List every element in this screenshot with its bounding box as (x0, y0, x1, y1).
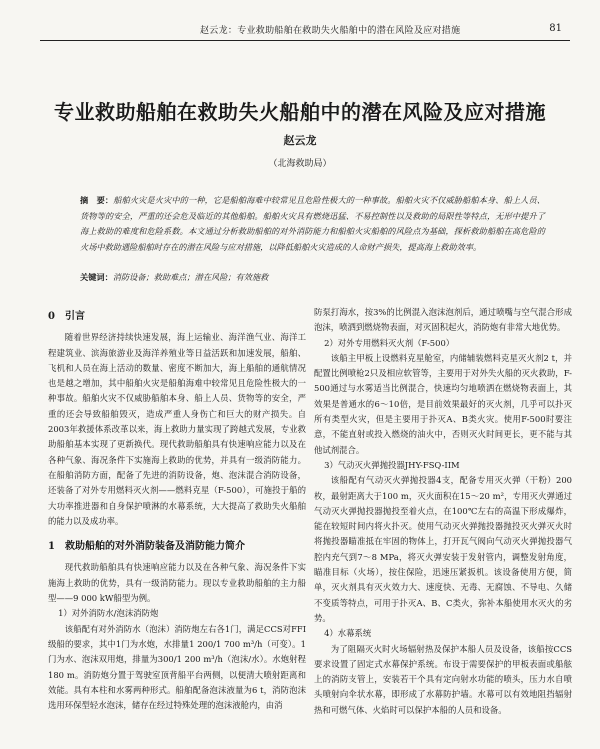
section-0-heading: 0 引言 (48, 311, 85, 322)
section-1-paragraph: 现代救助船舶具有快速响应能力以及在各种气象、海况条件下实施海上救助的优势，具有一级消防能力。现以专业救助船舶的主力船型——9 000 kW船型为例。 (48, 562, 306, 604)
section-1-heading: 1 救助船舶的对外消防装备及消防能力简介 (48, 541, 245, 553)
keywords (80, 270, 545, 284)
keywords-text: 消防设备；救助难点；潜在风险；有效施救 (112, 272, 269, 282)
subsection-4-heading: 4）水幕系统 (324, 628, 372, 639)
subsection-1-heading: 1）对外消防水/泡沫消防炮 (58, 608, 159, 619)
author-affiliation: （北海救助局） (268, 159, 332, 169)
subsection-1-paragraph: 该船配有对外消防水（泡沫）消防炮左右各1门，满足CCS对FFI级船的要求，其中1门为水炮，水排量1 200/1 700 m³/h（可变）。1门为水、泡沫双用炮，排量为300/1 200 m³/h（泡沫/水）。水炮射程180 m。消防炮分置于驾驶室顶背船平台两侧，以便清大喷射距离和效能。具有本柱和水雾两种形式。船舶配备泡沫液量为6 t，消防泡沫选用环保型轻水泡沫，储存在经过特殊处理的泡沫液舱内，由消 (48, 623, 306, 711)
left-column (48, 305, 306, 713)
subsection-4-paragraph: 为了阻隔灭火时火场辐射热及保护本船人员及设备，该船按CCS要求设置了固定式水幕保护系统。布设于需要保护的甲板表面或船舷上的消防支管上，安装若干个具有定向射水功能的喷头，压力水自喷头喷射向伞状水幕，即形成了水幕防护墙。水幕可以有效地阻挡辐射热和可燃气体、火焰时可以保护本船的人员和设备。 (314, 643, 572, 715)
running-header (40, 20, 570, 41)
subsection-2-paragraph: 该船主甲板上设燃料克星舱室，内储辅装燃料克星灭火剂2 t，并配置比例喷枪2只及相应软管等，主要用于对外失火船的灭火救助，F-500通过与水雾适当比例混合，快速均匀地喷洒在燃烧物表面上，其效果是普通水的6～10倍，是目前效果最好的灭火剂，几乎可以扑灭所有类型火灾，但是主要用于扑灭A、B类火灾。使用F-500时要注意，不能直射或投入燃烧的油火中，否则灭火时间更长，更不能与其他试剂混合。 (314, 352, 572, 455)
subsection-3-paragraph: 该船配有气动灭火弹抛投器4支，配备专用灭火弹（干粉）200枚，最射距离大于100 m，灭火面积在15～20 m²，专用灭火弹通过气动灭火弹抛投器抛投至着火点，在100℃左右的高温下形成爆炸，能在较短时间内将火扑灭。使用气动灭火弹抛投器抛投灭火弹灭火时将抛投器瞄准抵在牢固的物体上，打开瓦气阀向气动灭火弹抛投器气腔内充气到7～8 MPa，将灭火弹安装于发射管内，调整发射角度，瞄准目标（火场），按住保险，迅速压紧扳机。该设备使用方便，简单，灭火剂具有灭火效力大、速度快、无毒、无腐蚀、不导电、久储不变质等特点，可用于扑灭A、B、C类火，弥补本船使用水灭火的劣势。 (314, 475, 572, 623)
right-column (314, 305, 572, 718)
abstract-label: 摘 要： (80, 195, 114, 205)
subsection-3-heading: 3）气动灭火弹抛投器JHY-FSQ-IIM (324, 459, 460, 470)
subsection-2-heading: 2）对外专用燃料灭火剂（F-500） (324, 337, 455, 348)
running-title: 赵云龙：专业救助船舶在救助失火船舶中的潜在风险及应对措施 (200, 26, 461, 36)
abstract (80, 193, 545, 255)
keywords-label: 关键词： (80, 272, 113, 282)
abstract-text: 船舶火灾是火灾中的一种，它是船舶海难中较常见且危险性极大的一种事故。船舶火灾不仅威胁船舶本身、船上人员、货物等的安全，严重的还会危及临近的其他船舶。船舶火灾具有燃烧迅猛、不易控制性以及救助的局限性等特点，无形中提升了海上救助的难度和危险系数。本文通过分析救助船舶的对外消防能力和船舶火灾船舶的风险点为基础，探析救助船舶在高危险的火场中救助遇险船舶时存在的潜在风险与应对措施，以降低船舶火灾造成的人命财产损失，提高海上救助效率。 (80, 195, 545, 252)
continued-paragraph: 防泵打海水，按3%的比例混入泡沫泡剂后，通过喷嘴与空气混合形成泡沫，喷洒到燃烧物表面，对灭固积起火，消防炮有非常大地优势。 (314, 307, 572, 333)
article-title: 专业救助船舶在救助失火船舶中的潜在风险及应对措施 (54, 100, 546, 124)
article-author: 赵云龙 (283, 134, 317, 147)
section-0-paragraph: 随着世界经济持续快速发展，海上运输业、海洋渔气业、海洋工程建筑业、滨海旅游业及海洋养殖业等日益活跃和加速发展，船舶、飞机和人员在海上活动的数量、密度不断加大，海上船舶的通航情况也是越之增加，其中船舶火灾是船舶海难中较常见且危险性极大的一种事故。船舶火灾不仅威胁船舶本身、船上人员、货物等的安全，严重的还会导致船舶毁灭，造成严重人身伤亡和巨大的财产损失。自2003年救援体系改革以来，海上救助力量实现了跨越式发展，专业救助船舶基本实现了更新换代。现代救助船舶具有快速响应能力以及在各种气象、海况条件下实施海上救助的优势，并具有一级消防能力。在船舶消防方面，配备了先进的消防设备，炮、泡沫混合消防设备，还装备了对外专用燃料灭火剂——燃料克星（F-500），可施投于船的大功率推进器和自身保护喷淋的水幕系统，大大提高了救助失火船舶的能力以及成功率。 (48, 332, 306, 526)
page-number: 81 (549, 23, 562, 34)
